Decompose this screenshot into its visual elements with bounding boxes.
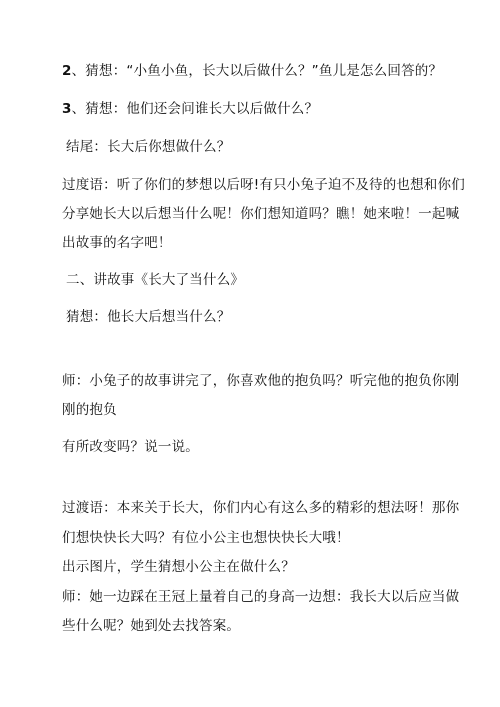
transition-1-line-1: 过度语：听了你们的梦想以后呀!有只小兔子迫不及待的也想和你们 (62, 177, 465, 193)
transition-2-line-2: 们想快快长大吗？有位小公主也想快快长大哦！ (62, 530, 350, 546)
item-3-number: 3 (62, 101, 72, 117)
teacher-1-line-2: 刚的抱负 (62, 402, 117, 418)
teacher-2-line-2: 些什么呢？她到处去找答案。 (62, 618, 241, 634)
teacher-2-line-1: 师：她一边踩在王冠上量着自己的身高一边想：我长大以后应当做 (62, 589, 460, 605)
ending-line: 结尾：长大后你想做什么？ (66, 139, 231, 155)
item-3-text: 、猜想：他们还会问谁长大以后做什么？ (71, 101, 319, 117)
transition-2-line-1: 过渡语：本来关于长大，你们内心有这么多的精彩的想法呀！那你 (62, 500, 460, 516)
teacher-1-line-1: 师：小兔子的故事讲完了，你喜欢他的抱负吗？听完他的抱负你刚 (62, 373, 460, 389)
item-2-number: 2 (62, 63, 72, 79)
transition-1-line-3: 出故事的名字吧！ (62, 235, 172, 251)
item-3-line (62, 100, 442, 118)
item-2-text: 、猜想：“小鱼小鱼，长大以后做什么？”鱼儿是怎么回答的？ (71, 63, 443, 79)
guess-line: 猜想：他长大后想当什么？ (66, 309, 231, 325)
item-2-line (62, 62, 442, 80)
section-2-heading: 二、讲故事《长大了当什么》 (66, 272, 245, 288)
show-picture-line: 出示图片，学生猜想小公主在做什么？ (62, 559, 295, 575)
transition-1-line-2: 分享她长大以后想当什么呢！你们想知道吗？瞧！她来啦！一起喊 (62, 206, 460, 222)
teacher-1-line-3: 有所改变吗？说一说。 (62, 439, 199, 455)
